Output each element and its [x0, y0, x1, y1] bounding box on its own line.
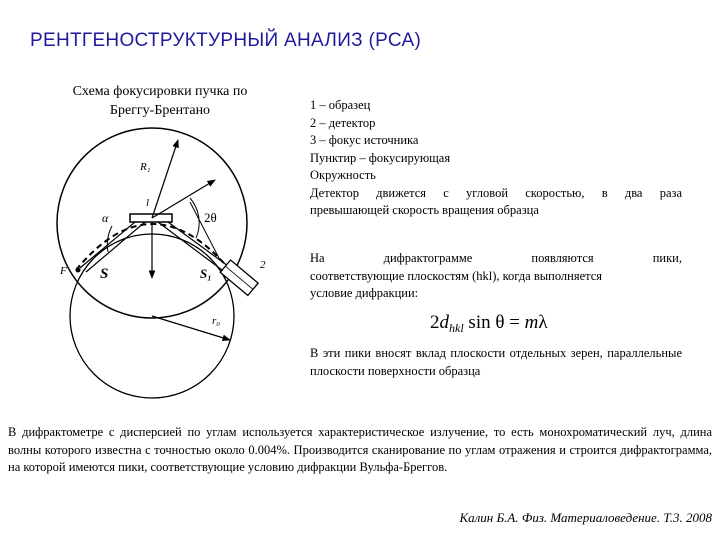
label-2theta: 2θ — [204, 210, 217, 225]
detector-icon — [220, 260, 258, 295]
para2-line-3: условие дифракции: — [310, 286, 419, 300]
citation: Калин Б.А. Физ. Материаловедение. Т.3. 2008 — [459, 510, 712, 525]
label-r0: r₀ — [212, 315, 221, 327]
label-S: S — [100, 266, 109, 282]
grain-contribution-paragraph: В эти пики вносят вклад плоскости отдельных зерен, параллельные плоскости поверхности образца — [310, 346, 682, 378]
legend-item-detector: 2 – детектор — [310, 115, 376, 130]
formula-lambda: λ — [538, 312, 548, 333]
legend-item-source: 3 – фокус источника — [310, 133, 419, 147]
diffracted-beam-outer — [168, 222, 228, 266]
label-detector: 2 — [260, 259, 266, 271]
caption-line-1: Схема фокусировки пучка по — [72, 84, 248, 99]
legend-item-circle: Окружность — [310, 168, 376, 182]
formula-m: m — [524, 312, 539, 333]
sample-plate — [130, 214, 172, 222]
formula-rest: sin θ = — [463, 312, 525, 333]
bragg-brentano-diagram — [40, 118, 290, 408]
label-R1: R₁ — [140, 161, 151, 173]
bragg-formula — [430, 312, 548, 336]
para2-line-2: соответствующие плоскостям (hkl), когда выполняется — [310, 268, 603, 283]
formula-d: d — [439, 312, 449, 333]
diffraction-paragraph — [310, 250, 682, 303]
caption-line-2: Бреггу-Брентано — [109, 103, 211, 118]
formula-sub: hkl — [449, 321, 464, 335]
source-focus-icon — [76, 268, 81, 273]
radius-R1-arrow — [152, 140, 178, 218]
incident-beam-inner — [86, 222, 145, 272]
para2-word-3: появляются — [531, 251, 594, 265]
para2-line-1 — [310, 250, 682, 268]
legend-item-dashed: Пунктир – фокусирующая — [310, 150, 451, 165]
figure-caption — [30, 82, 290, 120]
para2-word-2: дифрактограмме — [383, 251, 473, 265]
slide-title: РЕНТГЕНОСТРУКТУРНЫЙ АНАЛИЗ (РСА) — [30, 30, 422, 51]
label-F: F — [60, 265, 67, 277]
dashed-focusing-arc — [76, 224, 230, 270]
label-l: l — [146, 197, 150, 209]
legend-detector-line-2: превышающей скорость вращения образца — [310, 203, 539, 217]
para2-word-4: пики, — [652, 251, 682, 265]
legend-block — [310, 97, 682, 220]
legend-item-sample: 1 – образец — [310, 98, 371, 112]
para2-word-1: На — [310, 251, 325, 265]
label-alpha: α — [102, 211, 109, 225]
label-S1: S₁ — [200, 266, 212, 281]
diffractometer-paragraph: В дифрактометре с дисперсией по углам используется характеристическое излучение, то есть монохроматический луч, длина волны которого известна с точностью около 0.004%. Производится сканирование по углам отражения и строится дифрактограмма, на которой имеются пики, соответствующие условию дифракции Вульфа-Бреггов. — [8, 425, 712, 474]
legend-detector-line-1: Детектор движется с угловой скоростью, в два раза — [310, 185, 682, 200]
formula-coef: 2 — [430, 312, 440, 333]
